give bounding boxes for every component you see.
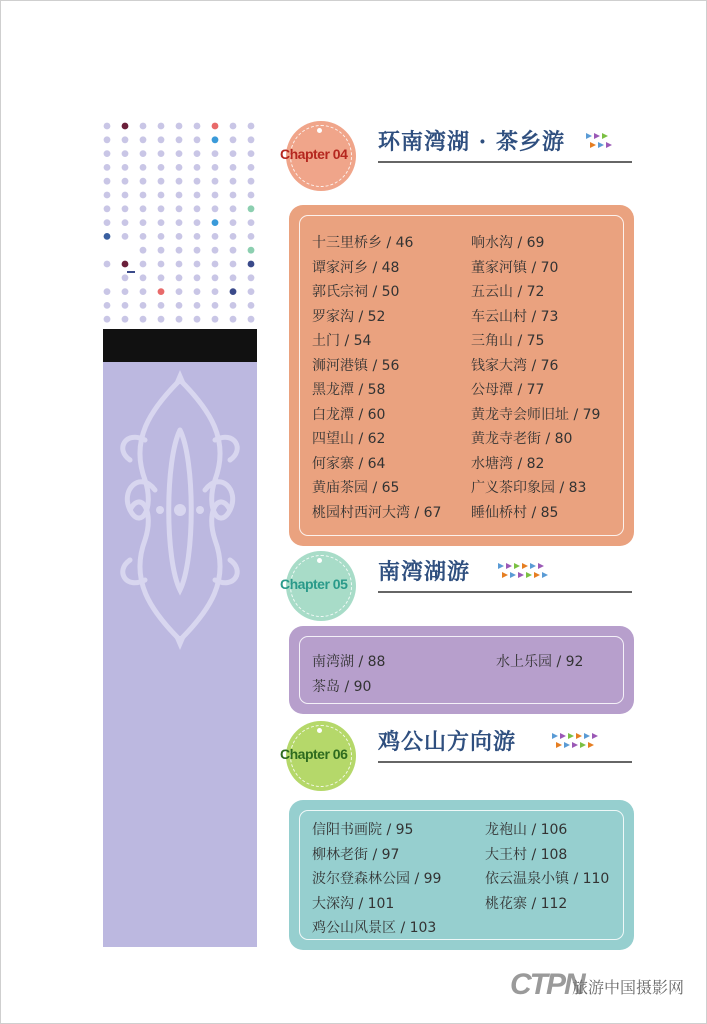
decoration-dot	[104, 205, 111, 212]
decoration-dot	[230, 164, 237, 171]
decoration-dot	[176, 247, 183, 254]
toc-entry: 五云山 / 72	[471, 284, 545, 300]
decoration-dot	[140, 178, 147, 185]
decoration-dot	[122, 219, 129, 226]
decoration-dot	[158, 205, 165, 212]
decoration-dot	[158, 219, 165, 226]
decoration-dot	[194, 205, 201, 212]
toc-entry: 大王村 / 108	[485, 846, 568, 863]
decoration-dot	[158, 150, 165, 157]
toc-entry: 响水沟 / 69	[471, 235, 545, 251]
title-rule	[378, 591, 632, 593]
decoration-dot	[122, 233, 129, 240]
decoration-dot	[158, 302, 165, 309]
decoration-dot	[122, 288, 129, 295]
toc-entry: 土门 / 54	[312, 333, 372, 349]
toc-entry: 郭氏宗祠 / 50	[312, 284, 400, 300]
decoration-dot	[212, 288, 219, 295]
decoration-dot	[140, 247, 147, 254]
decoration-dot	[194, 247, 201, 254]
decoration-dot	[212, 316, 219, 323]
decoration-dot	[140, 192, 147, 199]
toc-entry: 十三里桥乡 / 46	[312, 235, 414, 251]
decoration-dot	[158, 316, 165, 323]
decoration-dot	[248, 233, 255, 240]
decoration-dot	[176, 261, 183, 268]
decoration-dot	[230, 136, 237, 143]
decoration-dot	[194, 150, 201, 157]
decoration-dot	[158, 261, 165, 268]
decoration-dot	[248, 219, 255, 226]
chapter-title: 南湾湖游	[378, 559, 471, 585]
decoration-dot	[212, 178, 219, 185]
decoration-dot	[194, 261, 201, 268]
decoration-dot	[104, 302, 111, 309]
decoration-dot	[212, 123, 219, 130]
decoration-dot	[230, 150, 237, 157]
watermark-text: 旅游中国摄影网	[572, 978, 685, 997]
decoration-dot	[248, 123, 255, 130]
toc-entry: 浉河港镇 / 56	[312, 357, 400, 374]
decoration-dot	[176, 136, 183, 143]
toc-entry: 黄龙寺老街 / 80	[471, 431, 573, 447]
decoration-dot	[212, 274, 219, 281]
toc-entry: 何家寨 / 64	[312, 455, 386, 472]
toc-entry: 公母潭 / 77	[471, 382, 545, 398]
decoration-dot	[248, 136, 255, 143]
decoration-dot	[230, 261, 237, 268]
decoration-dot	[248, 192, 255, 199]
decoration-dot	[230, 123, 237, 130]
toc-entry: 四望山 / 62	[312, 431, 386, 447]
toc-entry: 董家河镇 / 70	[471, 259, 559, 276]
toc-entry: 三角山 / 75	[471, 333, 545, 349]
decoration-dot	[158, 123, 165, 130]
title-rule	[378, 161, 632, 163]
decoration-dot	[122, 274, 129, 281]
decoration-dot	[104, 247, 111, 254]
decoration-dot	[104, 178, 111, 185]
decoration-dot	[158, 247, 165, 254]
chapter-title: 环南湾湖 · 茶乡游	[378, 129, 565, 155]
decoration-dot	[104, 316, 111, 323]
chapter-label: Chapter 04	[280, 146, 348, 162]
title-rule	[378, 761, 632, 763]
decoration-dot	[104, 150, 111, 157]
decoration-dot	[212, 164, 219, 171]
toc-entry: 黑龙潭 / 58	[312, 382, 386, 398]
decoration-dot	[176, 192, 183, 199]
chapter-06-contents	[289, 800, 634, 950]
toc-entry: 波尔登森林公园 / 99	[312, 871, 442, 887]
watermark-logo: CTPN	[510, 968, 584, 1001]
decoration-dot	[158, 136, 165, 143]
decoration-dot	[176, 233, 183, 240]
toc-entry: 鸡公山风景区 / 103	[312, 920, 437, 936]
decoration-dot	[248, 247, 255, 254]
chapter-label: Chapter 06	[280, 746, 348, 762]
decoration-dot	[122, 136, 129, 143]
decoration-dot	[176, 274, 183, 281]
decoration-dot	[140, 219, 147, 226]
decoration-dot	[158, 274, 165, 281]
decoration-dot	[248, 205, 255, 212]
decoration-dot	[248, 316, 255, 323]
decoration-dot	[104, 164, 111, 171]
decoration-dot	[230, 205, 237, 212]
decoration-dot	[122, 150, 129, 157]
decoration-dot	[140, 164, 147, 171]
toc-entry: 桃园村西河大湾 / 67	[312, 504, 442, 521]
watermark	[510, 968, 705, 1002]
decoration-dot	[212, 136, 219, 143]
decoration-dot	[140, 150, 147, 157]
toc-entry: 车云山村 / 73	[471, 308, 559, 325]
decoration-dot	[158, 233, 165, 240]
black-bar-decoration	[103, 329, 257, 362]
decoration-dot	[194, 178, 201, 185]
decoration-dot	[176, 316, 183, 323]
triangle-decoration	[586, 131, 616, 151]
decoration-dot	[176, 164, 183, 171]
toc-entry: 白龙潭 / 60	[312, 406, 386, 423]
decoration-dot	[104, 261, 111, 268]
decoration-dot	[248, 150, 255, 157]
decoration-dot	[104, 192, 111, 199]
chapter-05-contents	[289, 626, 634, 714]
toc-entry: 桃花寨 / 112	[485, 895, 568, 912]
decoration-dot	[212, 261, 219, 268]
decoration-dot	[230, 219, 237, 226]
decoration-dot	[194, 302, 201, 309]
decoration-dot	[158, 164, 165, 171]
decoration-dot	[194, 274, 201, 281]
triangle-decoration	[498, 561, 558, 581]
toc-entry: 钱家大湾 / 76	[471, 357, 559, 374]
decoration-dash	[127, 271, 135, 273]
decoration-dot	[248, 164, 255, 171]
decoration-dot	[140, 261, 147, 268]
decoration-dot	[212, 302, 219, 309]
toc-entry: 龙袍山 / 106	[485, 822, 568, 838]
decoration-dot	[212, 192, 219, 199]
decoration-dot	[194, 219, 201, 226]
decoration-dot	[104, 274, 111, 281]
toc-entry: 水上乐园 / 92	[496, 654, 584, 670]
toc-entry: 水塘湾 / 82	[471, 455, 545, 472]
decoration-dot	[248, 261, 255, 268]
decoration-dot	[104, 233, 111, 240]
decoration-dot	[212, 247, 219, 254]
decoration-dot	[230, 302, 237, 309]
decoration-dot	[140, 123, 147, 130]
decoration-dot	[158, 288, 165, 295]
decoration-dot	[176, 123, 183, 130]
toc-entry: 依云温泉小镇 / 110	[485, 871, 610, 887]
decoration-dot	[122, 178, 129, 185]
decoration-dot	[122, 123, 129, 130]
decoration-dot	[248, 288, 255, 295]
toc-entry: 黄庙茶园 / 65	[312, 480, 400, 496]
decoration-dot	[230, 274, 237, 281]
dot-grid-decoration	[103, 121, 257, 325]
decoration-dot	[140, 316, 147, 323]
decoration-dot	[194, 233, 201, 240]
decoration-dot	[104, 288, 111, 295]
decoration-dot	[194, 192, 201, 199]
chapter-title: 鸡公山方向游	[378, 729, 517, 755]
decoration-dot	[176, 150, 183, 157]
decoration-dot	[122, 302, 129, 309]
decoration-dot	[230, 178, 237, 185]
toc-entry: 柳林老街 / 97	[312, 846, 400, 863]
decoration-dot	[212, 205, 219, 212]
toc-entry: 黄龙寺会师旧址 / 79	[471, 406, 601, 423]
toc-entry: 信阳书画院 / 95	[312, 822, 414, 838]
decoration-dot	[176, 302, 183, 309]
toc-entry: 睡仙桥村 / 85	[471, 504, 559, 521]
chapter-05-header	[280, 551, 640, 621]
chapter-04-contents	[289, 205, 634, 546]
toc-entry: 谭家河乡 / 48	[312, 259, 400, 276]
toc-entry: 广义茶印象园 / 83	[471, 480, 587, 496]
decoration-dot	[140, 274, 147, 281]
decoration-dot	[248, 178, 255, 185]
toc-entry: 大深沟 / 101	[312, 895, 395, 912]
chapter-04-header	[280, 121, 640, 191]
decoration-dot	[140, 288, 147, 295]
decoration-dot	[230, 192, 237, 199]
decoration-dot	[230, 288, 237, 295]
decoration-dot	[194, 288, 201, 295]
decoration-dot	[104, 136, 111, 143]
decoration-dot	[140, 205, 147, 212]
decoration-dot	[176, 219, 183, 226]
decoration-dot	[122, 261, 129, 268]
decoration-dot	[104, 123, 111, 130]
decoration-dot	[122, 205, 129, 212]
decoration-dot	[194, 316, 201, 323]
decoration-dot	[212, 219, 219, 226]
decoration-dot	[176, 288, 183, 295]
decoration-dot	[176, 205, 183, 212]
decoration-dot	[248, 274, 255, 281]
floral-ornament	[110, 370, 250, 650]
decoration-dot	[212, 150, 219, 157]
decoration-dot	[122, 192, 129, 199]
decoration-dot	[158, 178, 165, 185]
decoration-dot	[104, 219, 111, 226]
decoration-dot	[194, 164, 201, 171]
chapter-06-header	[280, 721, 640, 791]
decoration-dot	[194, 123, 201, 130]
toc-entry: 南湾湖 / 88	[312, 654, 386, 670]
decoration-dot	[194, 136, 201, 143]
decoration-dot	[230, 233, 237, 240]
decoration-dot	[122, 164, 129, 171]
decoration-dot	[230, 247, 237, 254]
decoration-dot	[176, 178, 183, 185]
chapter-label: Chapter 05	[280, 576, 348, 592]
decoration-dot	[140, 136, 147, 143]
toc-entry: 罗家沟 / 52	[312, 308, 386, 325]
decoration-dot	[122, 316, 129, 323]
toc-entry: 茶岛 / 90	[312, 679, 372, 695]
decoration-dot	[140, 233, 147, 240]
decoration-dot	[158, 192, 165, 199]
triangle-decoration	[552, 731, 612, 751]
decoration-dot	[230, 316, 237, 323]
decoration-dot	[212, 233, 219, 240]
decoration-dot	[248, 302, 255, 309]
decoration-dot	[140, 302, 147, 309]
